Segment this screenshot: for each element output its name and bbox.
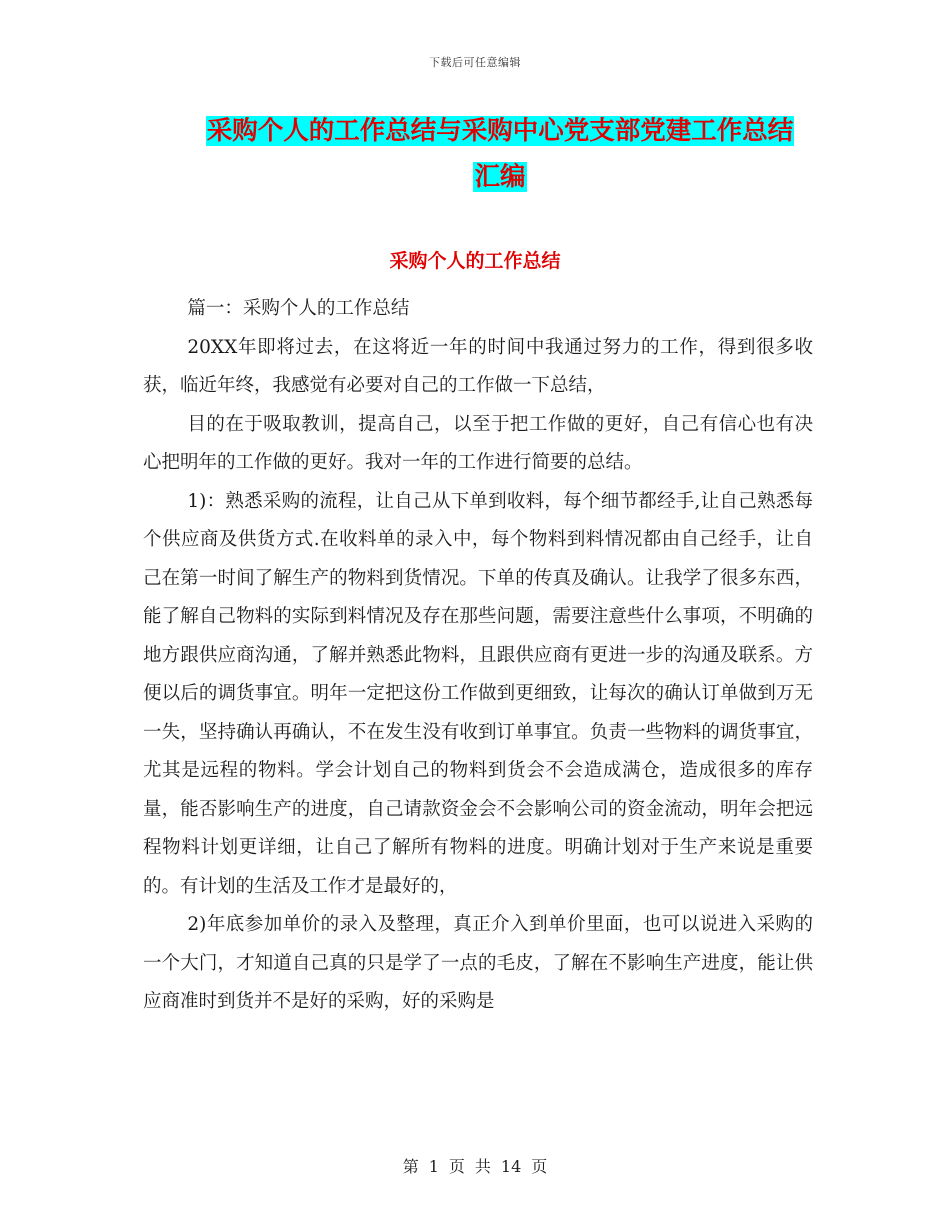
- footer-total-pages: 14: [500, 1157, 522, 1176]
- paragraph: 目的在于吸取教训，提高自己，以至于把工作做的更好，自己有信心也有决心把明年的工作做的更好。我对一年的工作进行简要的总结。: [143, 413, 813, 473]
- section-title: 采购个人的工作总结: [389, 250, 561, 272]
- footer-page-number: 1: [428, 1157, 439, 1176]
- paragraph: 2)年底参加单价的录入及整理，真正介入到单价里面，也可以说进入采购的一个大门，才知道自己真的只是学了一点的毛皮，了解在不影响生产进度，能让供应商准时到货并不是好的采购，好的采购是: [143, 914, 813, 1012]
- footer-total-label: 共: [474, 1157, 491, 1176]
- footer-suffix: 页: [531, 1157, 548, 1176]
- document-title-line-1: 采购个人的工作总结与采购中心党支部党建工作总结: [206, 116, 794, 146]
- header-note: 下载后可任意编辑: [429, 56, 521, 69]
- paragraph: 1)：熟悉采购的流程，让自己从下单到收料，每个细节都经手,让自己熟悉每个供应商及供货方式.在收料单的录入中，每个物料到料情况都由自己经手，让自己在第一时间了解生产的物料到货情况。下单的传真及确认。让我学了很多东西，能了解自己物料的实际到料情况及存在那些问题，需要注意些什么事项，不明确的地方跟供应商沟通，了解并熟悉此物料，且跟供应商有更进一步的沟通及联系。方便以后的调货事宜。明年一定把这份工作做到更细致，让每次的确认订单做到万无一失，坚持确认再确认，不在发生没有收到订单事宜。负责一些物料的调货事宜，尤其是远程的物料。学会计划自己的物料到货会不会造成满仓，造成很多的库存量，能否影响生产的进度，自己请款资金会不会影响公司的资金流动，明年会把远程物料计划更详细，让自己了解所有物料的进度。明确计划对于生产来说是重要的。有计划的生活及工作才是最好的，: [143, 490, 813, 897]
- document-title: [190, 108, 810, 200]
- footer-page-label: 页: [448, 1157, 465, 1176]
- body-text: [143, 290, 813, 1022]
- page-footer: [0, 1154, 950, 1177]
- paragraph: 20XX年即将过去，在这将近一年的时间中我通过努力的工作，得到很多收获，临近年终，我感觉有必要对自己的工作做一下总结，: [143, 336, 813, 396]
- paragraph: 篇一：采购个人的工作总结: [187, 298, 410, 319]
- document-title-line-2: 汇编: [474, 162, 526, 192]
- footer-prefix: 第: [402, 1157, 419, 1176]
